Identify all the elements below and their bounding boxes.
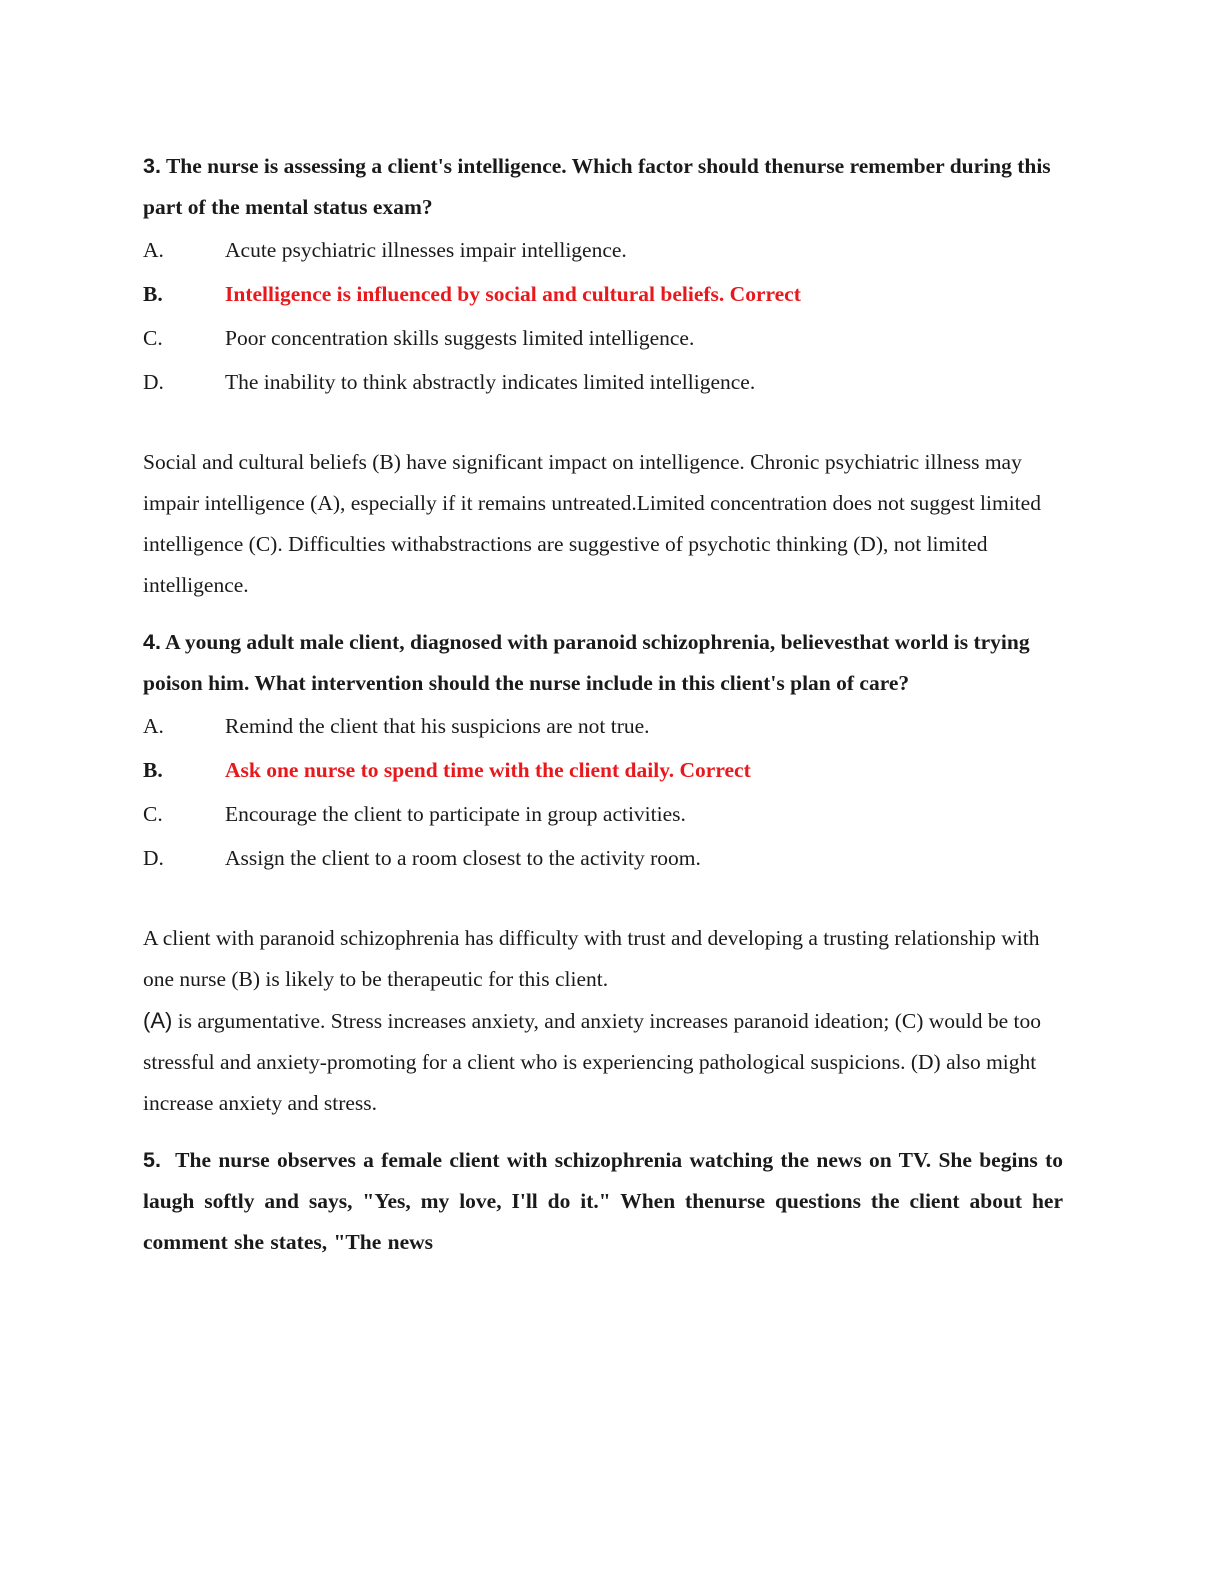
rationale-text: A client with paranoid schizophrenia has difficulty with trust and developing a trusting relationship with one nurse (B) is likely to be therapeutic for this client.	[143, 926, 1040, 991]
spacer	[143, 1124, 1063, 1140]
answer-option	[143, 792, 1063, 836]
rationale-reference: (A)	[143, 1008, 173, 1033]
answer-options	[143, 228, 1063, 404]
option-letter: A.	[143, 238, 164, 262]
option-letter: A.	[143, 714, 164, 738]
question-5	[143, 1140, 1063, 1263]
option-text: Remind the client that his suspicions are not true.	[225, 714, 650, 738]
question-3	[143, 146, 1063, 622]
answer-option	[143, 360, 1063, 404]
rationale-text-continued	[143, 1000, 1063, 1124]
option-text: Intelligence is influenced by social and cultural beliefs. Correct	[225, 282, 801, 306]
question-stem	[143, 1140, 1063, 1263]
document-page	[143, 146, 1063, 1263]
answer-option	[143, 836, 1063, 880]
answer-option	[143, 704, 1063, 748]
question-number: 3.	[143, 154, 161, 178]
spacer	[143, 404, 1063, 442]
question-stem	[143, 146, 1063, 228]
question-text: A young adult male client, diagnosed with paranoid schizophrenia, believesthat world is trying poison him. What intervention should the nurse include in this client's plan of care?	[143, 630, 1030, 695]
question-text: The nurse observes a female client with schizophrenia watching the news on TV. She begins to laugh softly and says, "Yes, my love, I'll do it." When thenurse questions the client about her comment she states, "The news	[143, 1148, 1063, 1254]
answer-option	[143, 228, 1063, 272]
question-number: 4.	[143, 630, 161, 654]
option-text: Poor concentration skills suggests limited intelligence.	[225, 326, 695, 350]
rationale-continuation: is argumentative. Stress increases anxiety, and anxiety increases paranoid ideation; (C) would be too stressful and anxiety-promoting for a client who is experiencing pathological suspicions. (D) also might increase anxiety and stress.	[143, 1009, 1042, 1115]
option-letter: D.	[143, 846, 164, 870]
rationale-text: Social and cultural beliefs (B) have significant impact on intelligence. Chronic psychiatric illness may impair intelligence (A), especially if it remains untreated.Limited concentration does not suggest limited intelligence (C). Difficulties withabstractions are suggestive of psychotic thinking (D), not limited intelligence.	[143, 450, 1041, 597]
option-letter: B.	[143, 282, 163, 306]
question-text: The nurse is assessing a client's intelligence. Which factor should thenurse remember during this part of the mental status exam?	[143, 154, 1051, 219]
option-text: The inability to think abstractly indicates limited intelligence.	[225, 370, 756, 394]
option-letter: D.	[143, 370, 164, 394]
option-text: Assign the client to a room closest to the activity room.	[225, 846, 701, 870]
question-stem	[143, 622, 1063, 704]
option-text: Encourage the client to participate in group activities.	[225, 802, 686, 826]
question-number: 5.	[143, 1148, 161, 1172]
spacer	[143, 606, 1063, 622]
option-letter: B.	[143, 758, 163, 782]
correct-answer-option	[143, 748, 1063, 792]
option-text: Acute psychiatric illnesses impair intelligence.	[225, 238, 627, 262]
answer-option	[143, 316, 1063, 360]
question-4	[143, 622, 1063, 1140]
option-letter: C.	[143, 802, 163, 826]
spacer	[143, 880, 1063, 918]
option-text: Ask one nurse to spend time with the client daily. Correct	[225, 758, 751, 782]
correct-answer-option	[143, 272, 1063, 316]
option-letter: C.	[143, 326, 163, 350]
answer-options	[143, 704, 1063, 880]
